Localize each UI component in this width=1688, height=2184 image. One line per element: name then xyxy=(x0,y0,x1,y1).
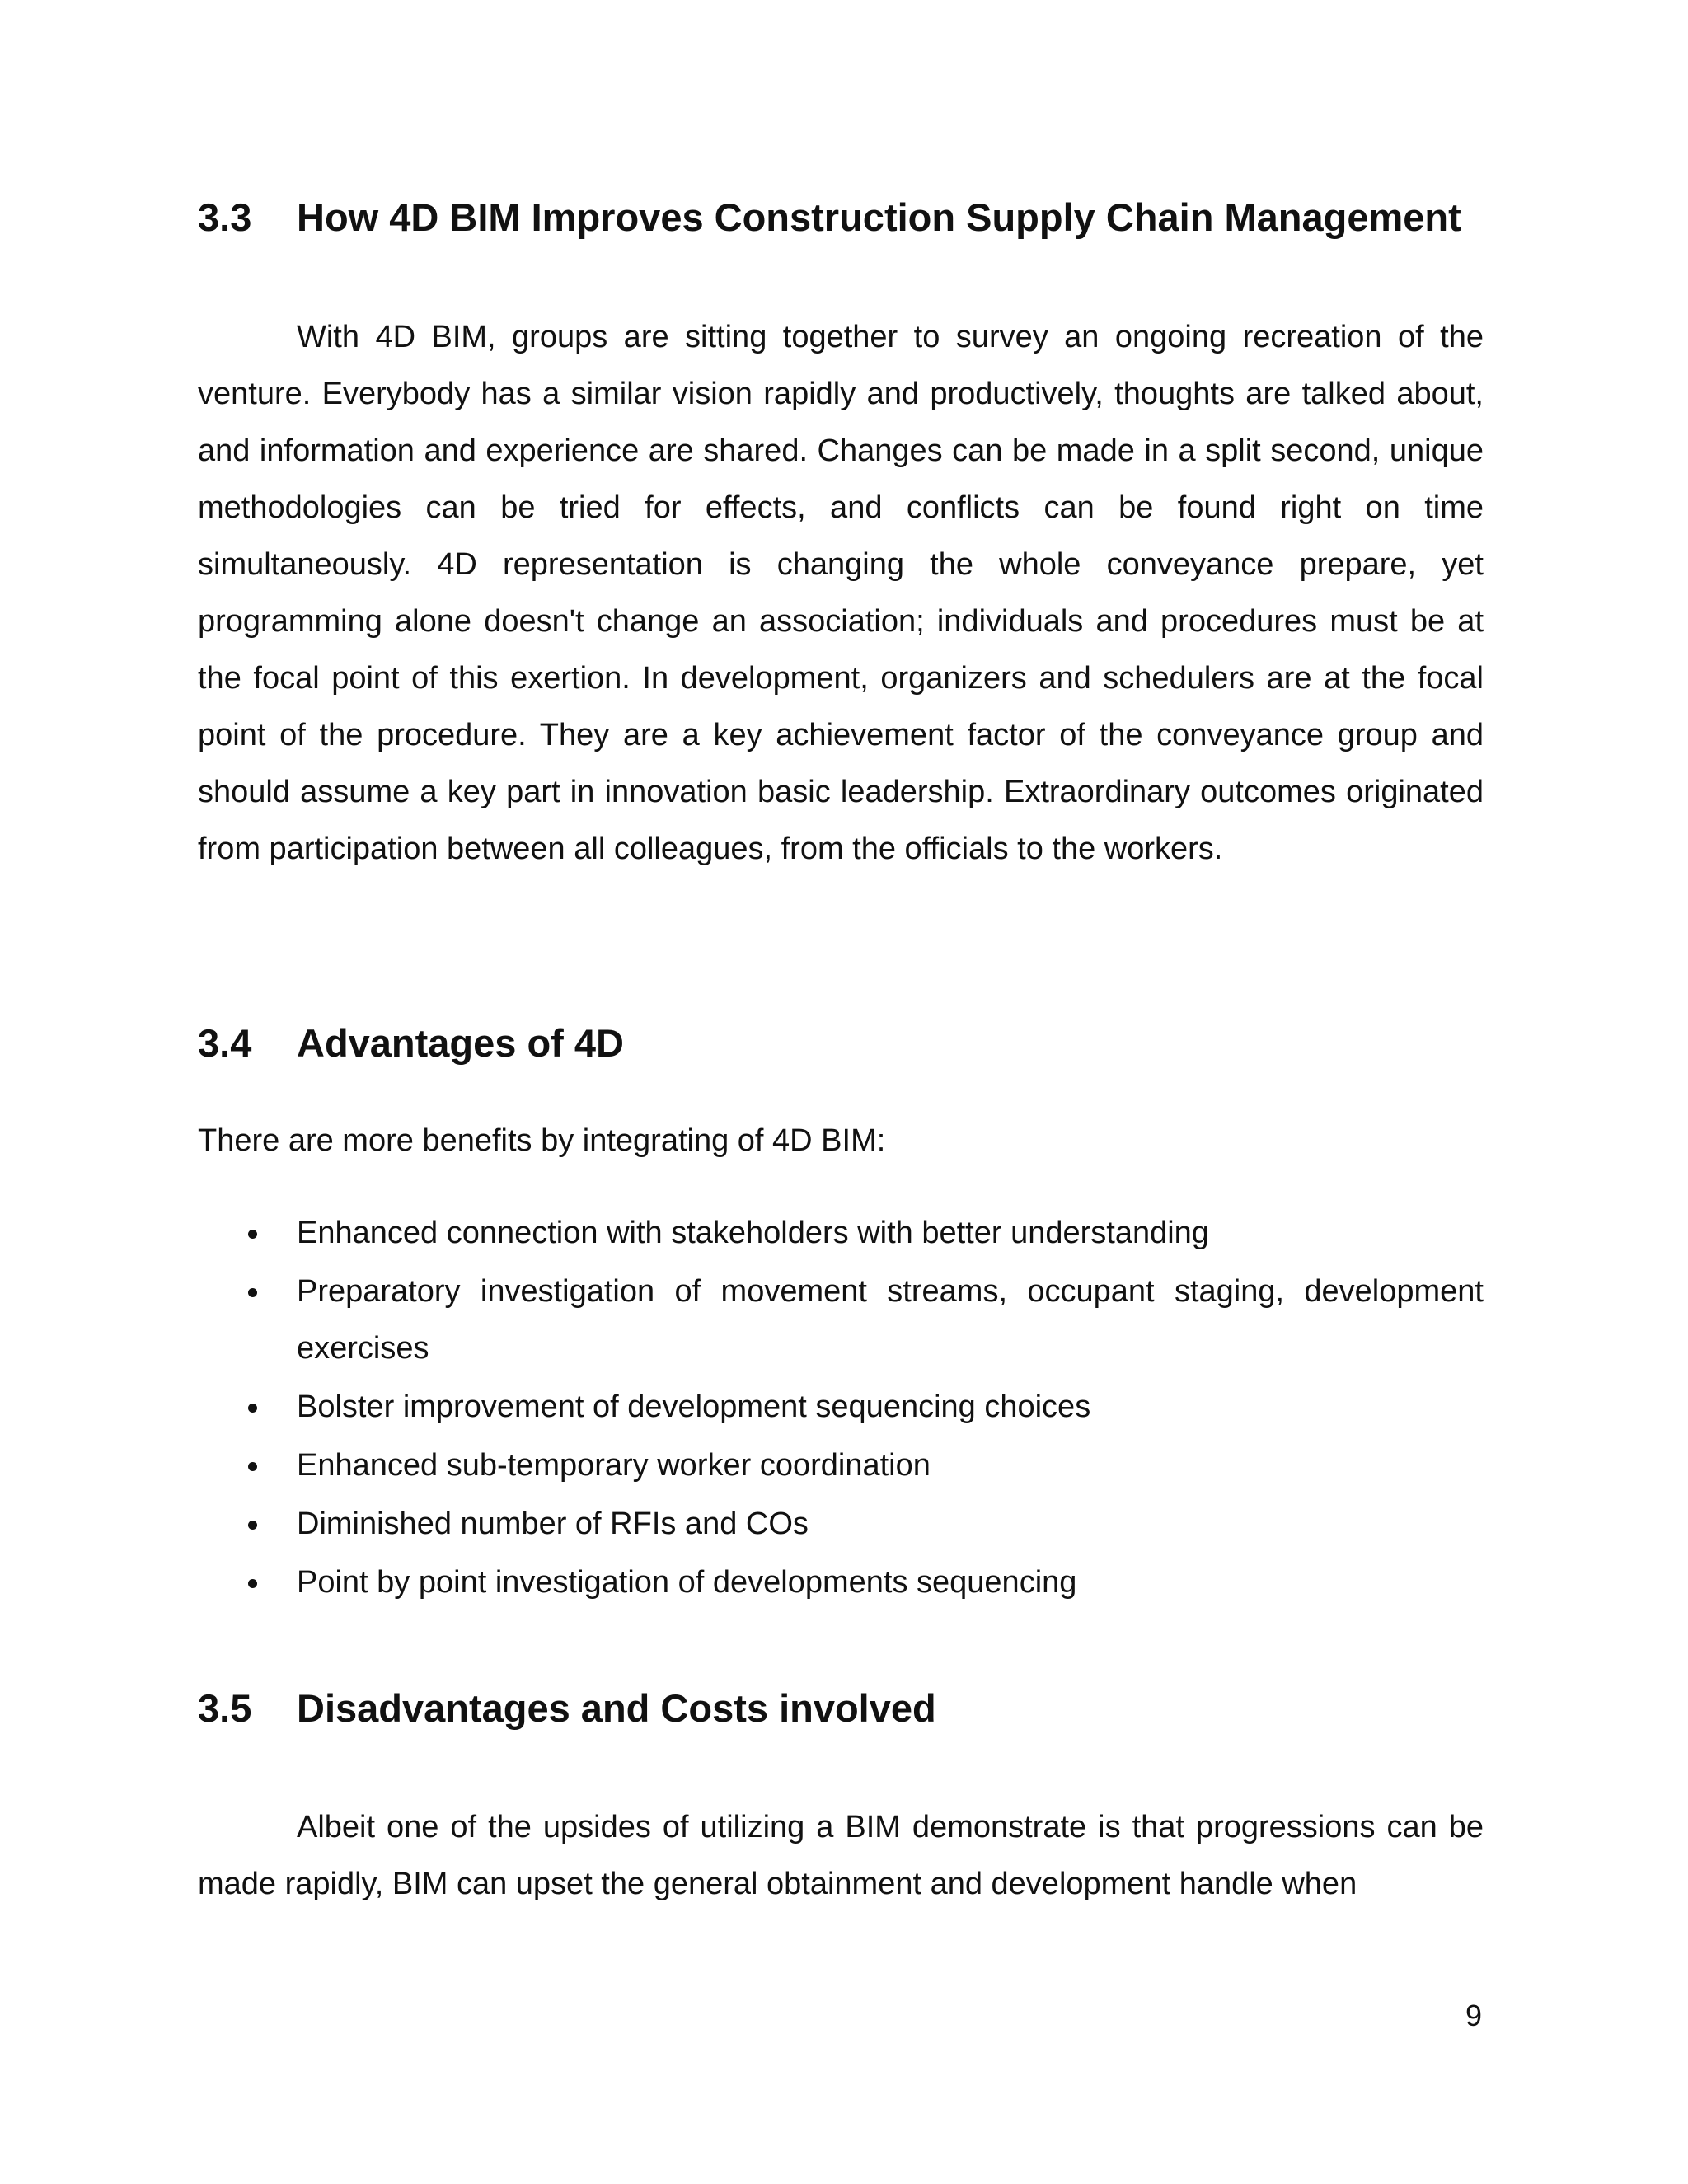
list-item: Point by point investigation of developments sequencing xyxy=(198,1554,1484,1611)
section-title: How 4D BIM Improves Construction Supply Chain Management xyxy=(297,195,1461,239)
list-item: Preparatory investigation of movement streams, occupant staging, development exercises xyxy=(198,1263,1484,1377)
bullet-icon xyxy=(248,1462,257,1471)
section-heading-3-3 xyxy=(198,194,1461,241)
bullet-icon xyxy=(248,1230,257,1239)
list-item: Enhanced sub-temporary worker coordination xyxy=(198,1437,1484,1494)
page-number: 9 xyxy=(1465,1999,1482,2032)
section-3-4-lead: There are more benefits by integrating of 4D BIM: xyxy=(198,1123,886,1158)
advantages-list xyxy=(198,1205,1484,1613)
bullet-icon xyxy=(248,1521,257,1530)
section-heading-3-4 xyxy=(198,1020,624,1066)
list-item: Diminished number of RFIs and COs xyxy=(198,1496,1484,1553)
section-3-3-paragraph: With 4D BIM, groups are sitting together to survey an ongoing recreation of the venture. Everybody has a similar vision rapidly and productively, thoughts are talked about, and information and experience are shared. Changes can be made in a split second, unique methodologies can be tried for effects, and conflicts can be found right on time simultaneously. 4D representation is changing the whole conveyance prepare, yet programming alone doesn't change an association; individuals and procedures must be at the focal point of this exertion. In development, organizers and schedulers are at the focal point of the procedure. They are a key achievement factor of the conveyance group and should assume a key part in innovation basic leadership. Extraordinary outcomes originated from participation between all colleagues, from the officials to the workers. xyxy=(198,320,1484,866)
bullet-icon xyxy=(248,1404,257,1413)
section-number: 3.5 xyxy=(198,1686,252,1730)
bullet-icon xyxy=(248,1579,257,1588)
section-heading-3-5 xyxy=(198,1685,936,1732)
section-title: Advantages of 4D xyxy=(297,1021,624,1065)
section-3-5-paragraph: Albeit one of the upsides of utilizing a BIM demonstrate is that progressions can be made rapidly, BIM can upset the general obtainment and development handle when xyxy=(198,1810,1484,1901)
section-number: 3.3 xyxy=(198,195,252,239)
section-title: Disadvantages and Costs involved xyxy=(297,1686,936,1730)
list-item: Enhanced connection with stakeholders with better understanding xyxy=(198,1205,1484,1262)
bullet-icon xyxy=(248,1288,257,1297)
section-number: 3.4 xyxy=(198,1021,252,1065)
list-item: Bolster improvement of development sequencing choices xyxy=(198,1379,1484,1436)
